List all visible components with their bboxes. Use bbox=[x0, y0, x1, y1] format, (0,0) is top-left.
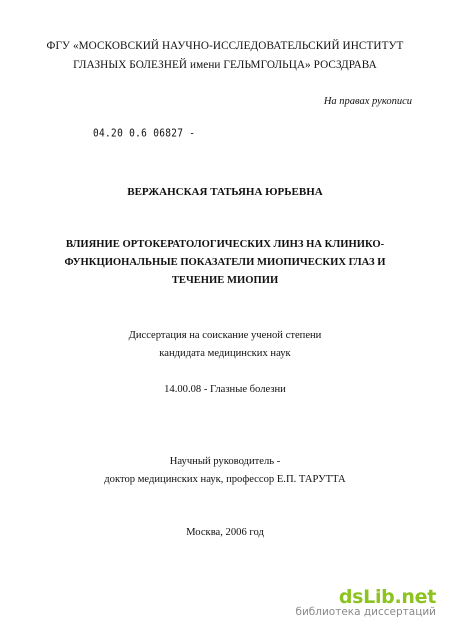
institution-line-1: ФГУ «МОСКОВСКИЙ НАУЧНО-ИССЛЕДОВАТЕЛЬСКИЙ ИНСТИТУТ bbox=[46, 40, 404, 52]
registration-stamp: 04.20 0.6 06827 - bbox=[93, 127, 196, 140]
watermark-logo: dsLib.net bbox=[338, 586, 436, 608]
supervisor-line-1: Научный руководитель - bbox=[169, 456, 281, 467]
manuscript-note: На правах рукописи bbox=[323, 96, 412, 107]
title-line-2: ФУНКЦИОНАЛЬНЫЕ ПОКАЗАТЕЛИ МИОПИЧЕСКИХ ГЛАЗ И bbox=[64, 257, 386, 268]
supervisor-line-2: доктор медицинских наук, профессор Е.П. ТАРУТТА bbox=[104, 474, 346, 485]
title-line-3: ТЕЧЕНИЕ МИОПИИ bbox=[171, 275, 279, 286]
specialty: 14.00.08 - Глазные болезни bbox=[164, 384, 286, 395]
degree-line-1: Диссертация на соискание ученой степени bbox=[128, 330, 322, 341]
watermark-subtitle: библиотека диссертаций bbox=[295, 606, 436, 618]
degree-line-2: кандидата медицинских наук bbox=[159, 348, 291, 359]
place-year: Москва, 2006 год bbox=[186, 527, 264, 538]
institution-line-2: ГЛАЗНЫХ БОЛЕЗНЕЙ имени ГЕЛЬМГОЛЬЦА» РОСЗДРАВА bbox=[73, 59, 377, 71]
author-name: ВЕРЖАНСКАЯ ТАТЬЯНА ЮРЬЕВНА bbox=[127, 186, 323, 198]
title-line-1: ВЛИЯНИЕ ОРТОКЕРАТОЛОГИЧЕСКИХ ЛИНЗ НА КЛИНИКО- bbox=[65, 239, 385, 250]
watermark bbox=[295, 586, 436, 618]
